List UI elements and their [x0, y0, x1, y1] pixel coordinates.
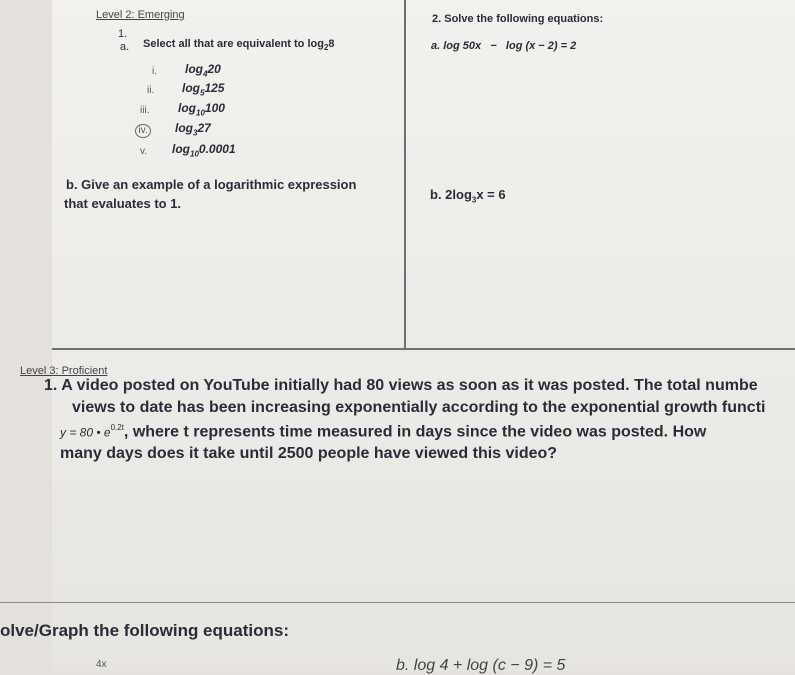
section-divider — [52, 348, 795, 350]
column-divider — [404, 0, 406, 350]
question-number: 1. — [118, 28, 128, 40]
partial-exponent: 4x — [96, 659, 107, 670]
part-b-line2: that evaluates to 1. — [64, 196, 182, 211]
part-b-line1: b. Give an example of a logarithmic expression — [66, 177, 357, 192]
level3-line4: many days does it take until 2500 people have viewed this video? — [60, 445, 558, 462]
part-a-prompt: Select all that are equivalent to $\log_28$ — [143, 38, 335, 53]
option-4-number: iv. — [135, 124, 151, 138]
option-3-number: iii. — [140, 105, 150, 116]
option-3-expression: $\log_{10}100$ — [178, 101, 225, 118]
option-1-expression: $\log_420$ — [185, 62, 221, 79]
partial-equation-b: b. log 4 + log (c − 9) = 5 — [396, 657, 566, 674]
option-5-expression: $\log_{10}0.0001$ — [172, 142, 236, 159]
level3-line2: views to date has been increasing exponentially according to the exponential growth functi — [72, 399, 766, 416]
level3-title: Level 3: Proficient — [20, 365, 108, 377]
bottom-divider — [0, 602, 795, 603]
option-5-number: v. — [140, 146, 148, 157]
level2-title: Level 2: Emerging — [96, 9, 185, 21]
q2-part-a: a. log 50x − log (x − 2) = 2 — [431, 40, 577, 52]
part-a-letter: a. — [120, 41, 130, 53]
worksheet-paper — [52, 0, 795, 671]
option-2-expression: $\log_5125$ — [182, 81, 225, 98]
q2-title: 2. Solve the following equations: — [432, 13, 604, 25]
level3-line1: 1. A video posted on YouTube initially had 80 views as soon as it was posted. The total numbe — [44, 377, 758, 394]
level3-line3: y = 80 • $e^{0.2t}$, where t represents time measured in days since the video was posted. How — [60, 423, 707, 441]
option-2-number: ii. — [147, 85, 155, 96]
option-4-expression: $\log_327$ — [175, 121, 211, 138]
option-1-number: i. — [152, 66, 157, 77]
bottom-heading: olve/Graph the following equations: — [0, 621, 290, 640]
q2-part-b: b. $2\log_3x = 6$ — [430, 187, 506, 205]
